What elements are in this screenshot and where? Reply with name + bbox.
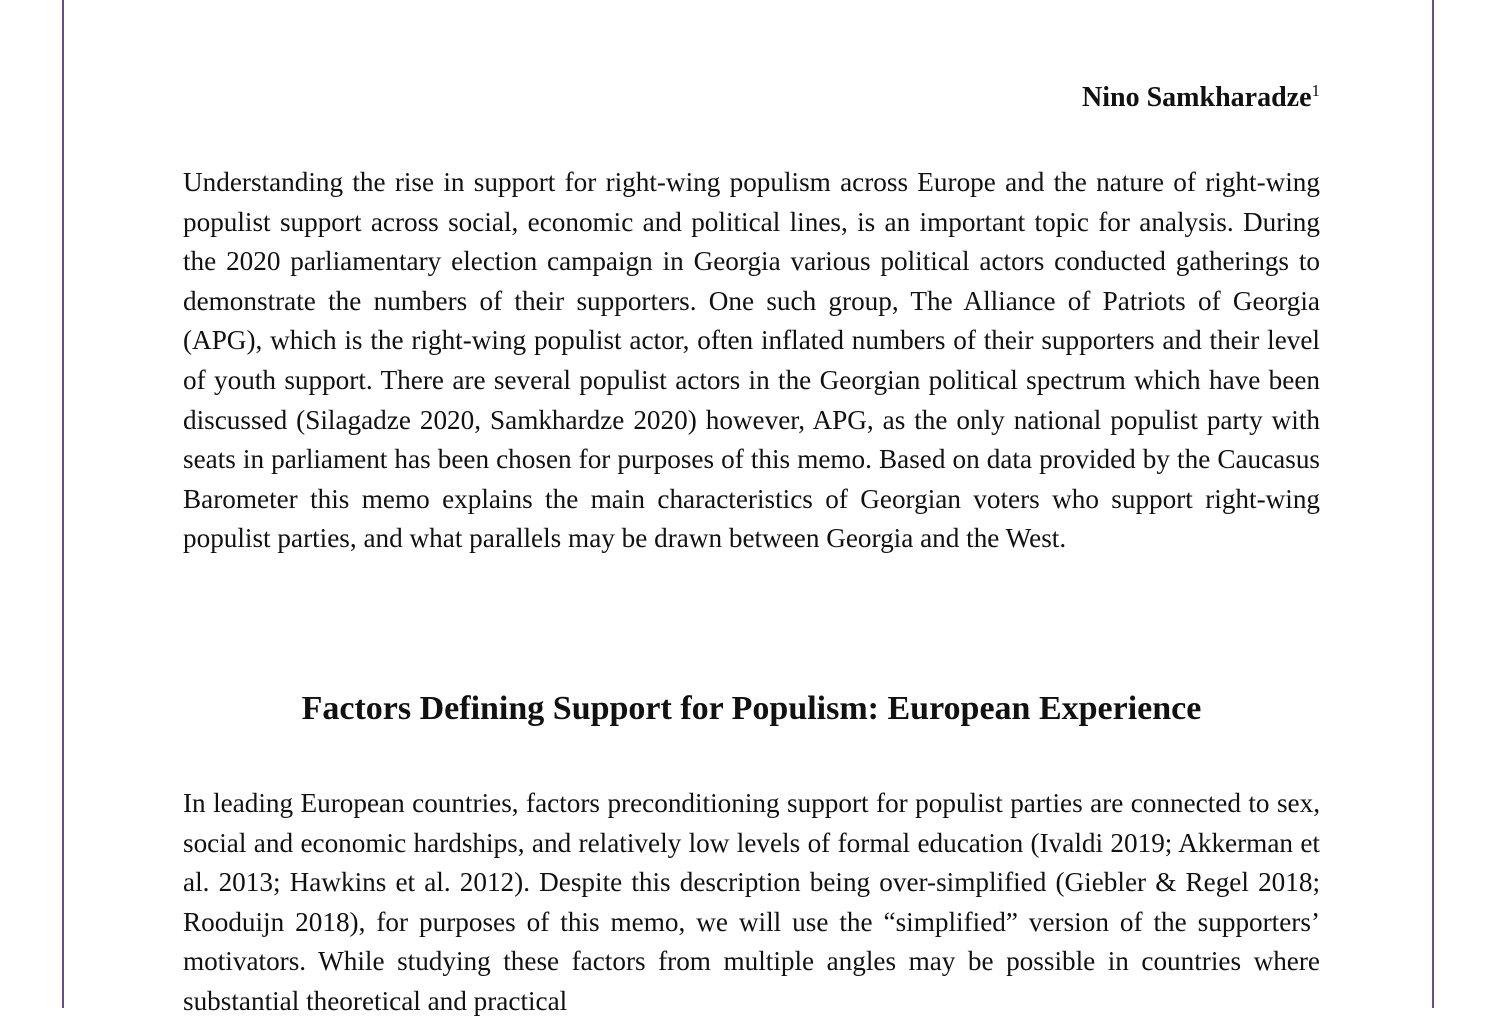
section-paragraph: In leading European countries, factors preconditioning support for populist parties are connected to sex, social and economic hardships, and relatively low levels of formal education (Ivaldi 2019; Akkerman et al. 2013; Hawkins et al. 2012). Despite this description being over-simplified (Giebler & Regel 2018; Rooduijn 2018), for purposes of this memo, we will use the “simplified” version of the supporters’ motivators. While studying these factors from multiple angles may be possible in countries where substantial theoretical and practical xyxy=(183,788,1320,1016)
intro-paragraph: Understanding the rise in support for right-wing populism across Europe and the nature of right-wing populist support across social, economic and political lines, is an important topic for analysis. During the 2020 parliamentary election campaign in Georgia various political actors conducted gatherings to demonstrate the numbers of their supporters. One such group, The Alliance of Patriots of Georgia (APG), which is the right-wing populist actor, often inflated numbers of their supporters and their level of youth support. There are several populist actors in the Georgian political spectrum which have been discussed (Silagadze 2020, Samkhardze 2020) however, APG, as the only national populist party with seats in parliament has been chosen for purposes of this memo. Based on data provided by the Caucasus Barometer this memo explains the main characteristics of Georgian voters who support right-wing populist parties, and what parallels may be drawn between Georgia and the West. xyxy=(183,167,1320,554)
section-heading: Factors Defining Support for Populism: European Experience xyxy=(301,690,1202,727)
footnote-marker: 1 xyxy=(1311,81,1320,100)
author-name xyxy=(1082,74,1320,115)
document-page xyxy=(62,0,1434,1016)
author-name-text: Nino Samkharadze xyxy=(1082,82,1312,113)
